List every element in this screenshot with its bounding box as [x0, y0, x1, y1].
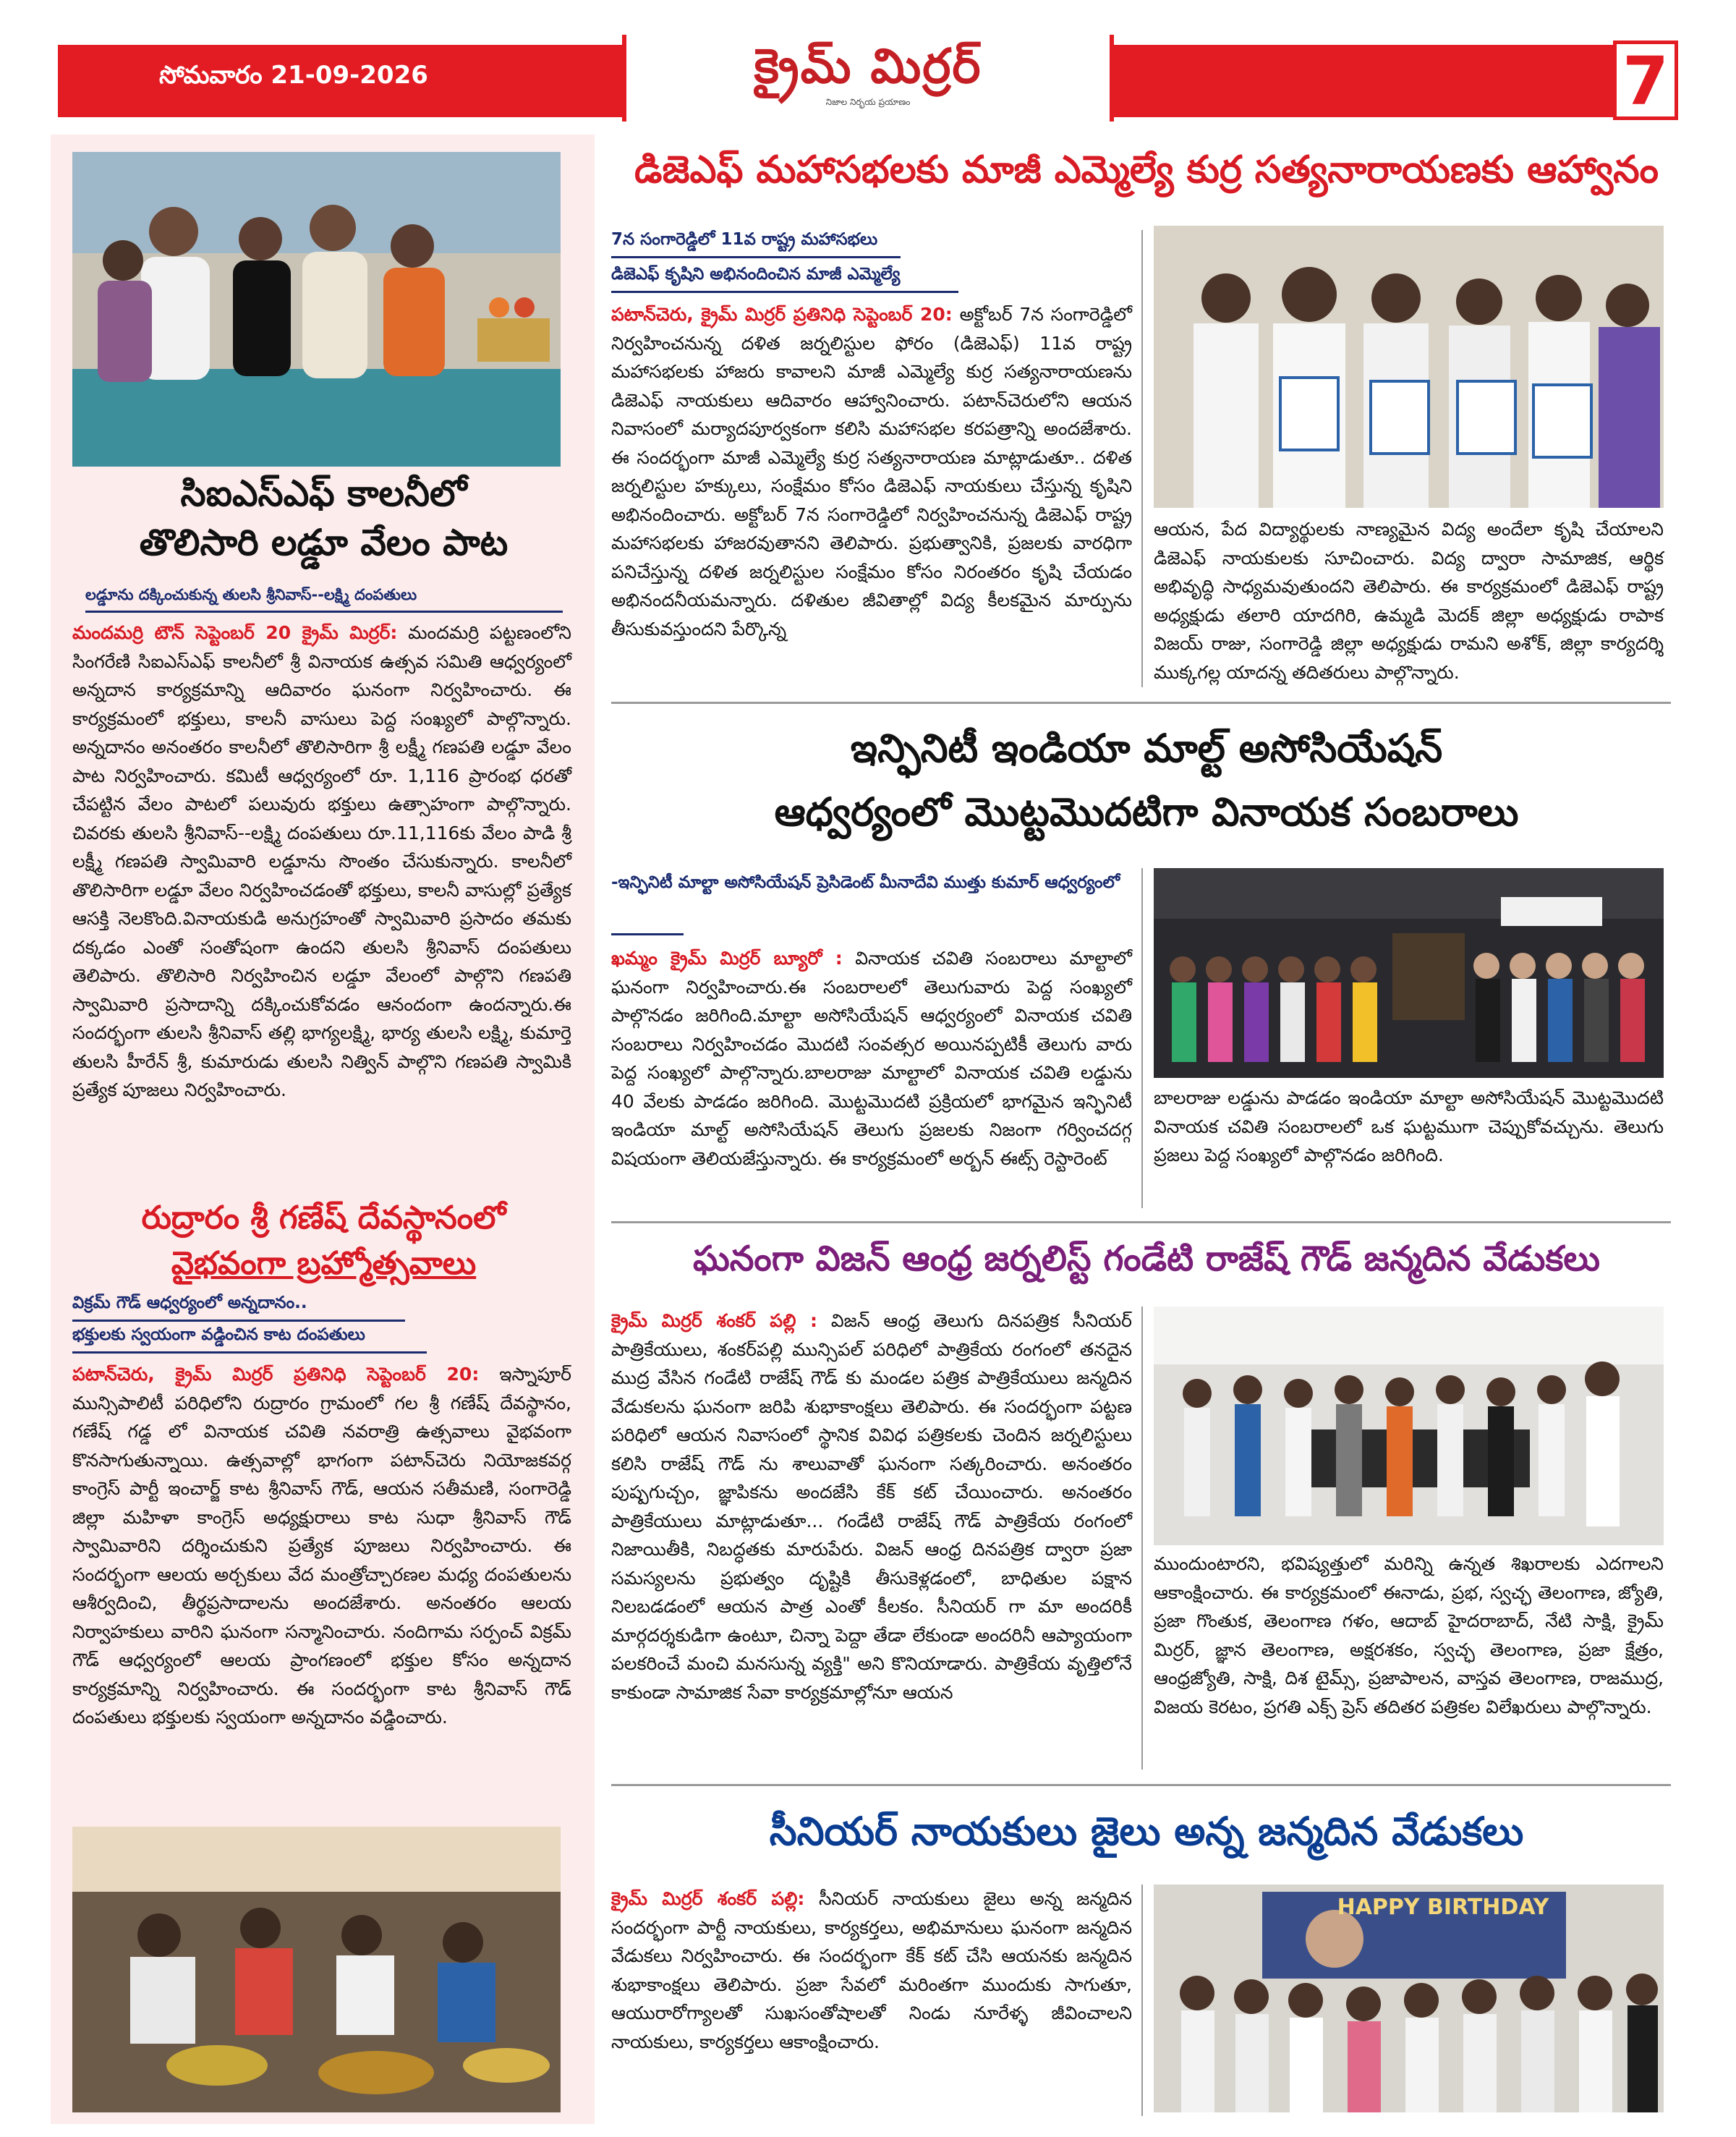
- s3-body-text: [611, 1307, 1132, 1707]
- a1-body: మందమర్రి పట్టణంలోని సింగరేణి సిఐఎస్ఎఫ్ కాలనీలో శ్రీ వినాయక ఉత్సవ సమితి ఆధ్వర్యంలో అన్నదాన కార్యక్రమాన్ని ఆదివారం ఘనంగా నిర్వహించారు. ఈ కార్యక్రమంలో భక్తులు, కాలనీ వాసులు పెద్ద సంఖ్యలో పాల్గొన్నారు. అన్నదానం అనంతరం కాలనీలో తొలిసారిగా శ్రీ లక్ష్మీ గణపతి లడ్డూ వేలం పాట నిర్వహించారు. కమిటీ ఆధ్వర్యంలో రూ. 1,116 ప్రారంభ ధరతో చేపట్టిన వేలం పాటలో పలువురు భక్తులు ఉత్సాహంగా పాల్గొన్నారు. చివరకు తులసి శ్రీనివాస్--లక్ష్మి దంపతులు రూ.11,116కు వేలం పాడి శ్రీ లక్ష్మీ గణపతి స్వామివారి లడ్డూను సొంతం చేసుకున్నారు. కాలనీలో తొలిసారిగా లడ్డూ వేలం నిర్వహించడంతో భక్తులు, కాలనీ వాసుల్లో ప్రత్యేక ఆసక్తి నెలకొంది.వినాయకుడి అనుగ్రహంతో స్వామివారి ప్రసాదం తమకు దక్కడం ఎంతో సంతోషంగా ఉందని తులసి శ్రీనివాస్ దంపతులు తెలిపారు. తొలిసారి నిర్వహించిన లడ్డూ వేలంలో పాల్గొని గణపతి స్వామివారి ప్రసాదాన్ని దక్కించుకోవడం ఆనందంగా ఉందన్నారు.ఈ సందర్భంగా తులసి శ్రీనివాస్ తల్లి భాగ్యలక్ష్మి, భార్య తులసి లక్ష్మి, కుమార్తె తులసి హీరేన్ శ్రీ, కుమారుడు తులసి నిత్విన్ పాల్గొని గణపతి స్వామికి ప్రత్యేక పూజలు నిర్వహించారు.: [72, 622, 571, 1100]
- a1-body-text: [72, 619, 571, 1105]
- s2-continuation: బాలరాజు లడ్డును పాడడం ఇండియా మాల్టా అసోసియేషన్ మొట్టమొదటి వినాయక చవితి సంబరాలలో ఒక ఘట్టముగా చెప్పుకోవచ్చును. తెలుగు ప్రజలు పెద్ద సంఖ్యలో పాల్గొనడం జరిగింది.: [1154, 1087, 1664, 1165]
- s1-body-text: [611, 300, 1132, 643]
- s1-subheadline-2: డిజెఎఫ్ కృషిని అభినందించిన మాజీ ఎమ్మెల్యే: [611, 265, 958, 293]
- s3-dateline: క్రైమ్ మిర్రర్ శంకర్ పల్లి :: [611, 1310, 818, 1331]
- s4-headline: సీనియర్ నాయకులు జైలు అన్న జన్మదిన వేడుకలు: [769, 1809, 1524, 1854]
- a2-subheadline-2: భక్తులకు స్వయంగా వడ్డించిన కాట దంపతులు: [72, 1325, 427, 1354]
- a1-headline-2: తొలిసారి లడ్డూ వేలం పాట: [139, 522, 509, 564]
- s3-body: విజన్ ఆంధ్ర తెలుగు దినపత్రిక సీనియర్ పాత్రికేయులు, శంకర్‌పల్లి మున్సిపల్ పరిధిలో పాత్రికేయ రంగంలో తనదైన ముద్ర వేసిన గండేటి రాజేష్ గౌడ్ కు మండల పత్రిక పాత్రికేయులు జన్మదిన వేడుకలను ఘనంగా జరిపి శుభాకాంక్షలు తెలిపారు. ఈ సందర్భంగా పట్టణ పరిధిలో ఆయన నివాసంలో స్థానిక వివిధ పత్రికలకు చెందిన జర్నలిస్టులు కలిసి రాజేష్ గౌడ్ ను శాలువాతో ఘనంగా సత్కరించారు. అనంతరం పుష్పగుచ్చం, జ్ఞాపికను అందజేసి కేక్ కట్ చేయించారు. అనంతరం పాత్రికేయులు మాట్లాడుతూ... గండేటి రాజేష్ గౌడ్ పాత్రికేయ రంగంలో నిజాయితీకి, నిబద్ధతకు మారుపేరు. విజన్ ఆంధ్ర దినపత్రిక ద్వారా ప్రజా సమస్యలను ప్రభుత్వం దృష్టికి తీసుకెళ్లడంలో, బాధితుల పక్షాన నిలబడడంలో ఆయన పాత్ర ఎంతో కీలకం. సీనియర్ గా మా అందరికీ మార్గదర్శకుడిగా ఉంటూ, చిన్నా పెద్దా తేడా లేకుండా అందరినీ ఆప్యాయంగా పలకరించే మంచి మనసున్న వ్యక్తి" అని కొనియాడారు. పాత్రికేయ వృత్తిలోనే కాకుండా సామాజిక సేవా కార్యక్రమాల్లోనూ ఆయన: [611, 1310, 1132, 1703]
- malta-photo-illustration: [1154, 868, 1664, 1078]
- logo-tagline: నిజాల నిర్భయ ప్రయాణం: [825, 97, 911, 107]
- s4-body-text: [611, 1885, 1132, 2056]
- s3-column-rule: [1141, 1307, 1143, 1769]
- s2-body-text: [611, 944, 1132, 1173]
- s1-column-rule: [1141, 230, 1143, 687]
- s1-continuation: ఆయన, పేద విద్యార్థులకు నాణ్యమైన విద్య అందేలా కృషి చేయాలని డిజెఎఫ్ నాయకులకు సూచించారు. విద్య ద్వారా సామాజిక, ఆర్థిక అభివృద్ధి సాధ్యమవుతుందని తెలిపారు. ఈ కార్యక్రమంలో డిజెఎఫ్ రాష్ట్ర అధ్యక్షుడు తలారి యాదగిరి, ఉమ్మడి మెదక్ జిల్లా అధ్యక్షుడు రాపాక విజయ్ రాజు, సంగారెడ్డి జిల్లా అధ్యక్షుడు రామని అశోక్, జిల్లా కార్యదర్శి ముక్కగల్ల యాదన్న తదితరులు పాల్గొన్నారు.: [1154, 519, 1664, 683]
- a2-subheadline-1: విక్రమ్ గౌడ్ ఆధ్వర్యంలో అన్నదానం..: [72, 1293, 405, 1322]
- issue-date: సోమవారం 21-09-2026: [159, 61, 428, 90]
- s2-body: వినాయక చవితి సంబరాలు మాల్టాలో ఘనంగా నిర్వహించారు.ఈ సంబరాలలో తెలుగువారు పెద్ద సంఖ్యలో పాల్గొనడం జరిగింది.మాల్టా అసోసియేషన్ ఆధ్వర్యంలో వినాయక చవితి సంబరాలు నిర్వహించడం మొదటి సంవత్సర అయినప్పటికీ తెలుగు వారు పెద్ద సంఖ్యలో పాల్గొన్నారు.బాలరాజు మాల్టాలో వినాయక చవితి లడ్డును 40 వేలకు పాడడం జరిగింది. మొట్టమొదటి ప్రక్రియలో భాగమైన ఇన్ఫినిటీ ఇండియా మాల్ట్ అసోసియేషన్ తెలుగు ప్రజలకు నిజంగా గర్వించదగ్గ విషయంగా తెలియజేస్తున్నారు. ఈ కార్యక్రమంలో అర్బన్ ఈట్స్ రెస్టారెంట్: [611, 948, 1132, 1169]
- djf-photo-illustration: [1154, 226, 1664, 508]
- s1-divider: [611, 702, 1671, 704]
- s1-headline: డిజెఎఫ్ మహాసభలకు మాజీ ఎమ్మెల్యే కుర్ర సత్యనారాయణకు ఆహ్వానం: [634, 148, 1659, 192]
- s4-body: సీనియర్ నాయకులు జైలు అన్న జన్మదిన సందర్భంగా పార్టీ నాయకులు, కార్యకర్తలు, అభిమానులు ఘనంగా జన్మదిన వేడుకలు నిర్వహించారు. ఈ సందర్భంగా కేక్ కట్ చేసి ఆయనకు జన్మదిన శుభాకాంక్షలు తెలిపారు. ప్రజా సేవలో మరింతగా ముందుకు సాగుతూ, ఆయురారోగ్యాలతో సుఖసంతోషాలతో నిండు నూరేళ్ళ జీవించాలని నాయకులు, కార్యకర్తలు ఆకాంక్షించారు.: [611, 1888, 1133, 2052]
- journalist-photo-illustration: [1154, 1307, 1664, 1545]
- s3-continuation: ముందుంటారని, భవిష్యత్తులో మరిన్ని ఉన్నత శిఖరాలకు ఎదగాలని ఆకాంక్షించారు. ఈ కార్యక్రమంలో ఈనాడు, ప్రభ, స్వచ్ఛ తెలంగాణ, జ్యోతి, ప్రజా గొంతుక, తెలంగాణ గళం, ఆదాబ్ హైదరాబాద్, నేటి సాక్షి, క్రైమ్ మిర్రర్, జ్ఞాన తెలంగాణ, అక్షరశకం, స్వచ్ఛ తెలంగాణ, ప్రజా క్షేత్రం, ఆంధ్రజ్యోతి, సాక్షి, దిశ టైమ్స్, ప్రజాపాలన, వాస్తవ తెలంగాణ, రాజముద్ర, విజయ కెరటం, ప్రగతి ఎక్స్ ప్రెస్ తదితర పత్రికల విలేఖరులు పాల్గొన్నారు.: [1154, 1553, 1664, 1717]
- s3-headline: ఘనంగా విజన్ ఆంధ్ర జర్నలిస్ట్ గండేటి రాజేష్ గౌడ్ జన్మదిన వేడుకలు: [692, 1239, 1601, 1279]
- newspaper-logo: [622, 35, 1114, 122]
- family-photo-illustration: [72, 152, 561, 467]
- s2-column-rule: [1141, 868, 1143, 1208]
- s1-subheadline-1: 7న సంగారెడ్డిలో 11వ రాష్ట్ర మహాసభలు: [611, 230, 901, 258]
- a1-subheadline: లడ్డూను దక్కించుకున్న తులసి శ్రీనివాస్--లక్ష్మి దంపతులు: [85, 586, 563, 613]
- page-number: 7: [1622, 43, 1669, 120]
- s4-column-rule: [1141, 1885, 1143, 2116]
- a1-headline-1: సిఐఎస్ఎఫ్ కాలనీలో: [180, 472, 467, 514]
- s2-divider: [611, 1221, 1671, 1223]
- s3-divider: [611, 1784, 1671, 1786]
- malta-celebration-photo: [1154, 868, 1664, 1078]
- jailu-birthday-photo: [1154, 1885, 1664, 2112]
- annadanam-photo-illustration: [72, 1827, 561, 2112]
- logo-title: క్రైమ్ మిర్రర్: [754, 38, 982, 94]
- s2-headline-2: ఆధ్వర్యంలో మొట్టమొదటిగా వినాయక సంబరాలు: [774, 789, 1519, 835]
- a2-headline-2: వైభవంగా బ్రహ్మోత్సవాలు: [171, 1245, 477, 1282]
- s4-dateline: క్రైమ్ మిర్రర్ శంకర్ పల్లి:: [611, 1888, 805, 1909]
- birthday-journalist-photo: [1154, 1307, 1664, 1545]
- s2-sub-underline: [611, 933, 684, 935]
- a2-body: ఇస్నాపూర్ మున్సిపాలిటీ పరిధిలోని రుద్రారం గ్రామంలో గల శ్రీ గణేష్ దేవస్థానం, గణేష్ గడ్డ లో వినాయక చవితి నవరాత్రి ఉత్సవాలు వైభవంగా కొనసాగుతున్నాయి. ఉత్సవాల్లో భాగంగా పటాన్‌చెరు నియోజకవర్గ కాంగ్రెస్ పార్టీ ఇంచార్జ్ కాట శ్రీనివాస్ గౌడ్, ఆయన సతీమణి, సంగారెడ్డి జిల్లా మహిళా కాంగ్రెస్ అధ్యక్షురాలు కాట సుధా శ్రీనివాస్ గౌడ్ స్వామివారిని దర్శించుకుని ప్రత్యేక పూజలు నిర్వహించారు. ఈ సందర్భంగా ఆలయ అర్చకులు వేద మంత్రోచ్చారణల మధ్య దంపతులను ఆశీర్వదించి, తీర్థప్రసాదాలను అందజేశారు. అనంతరం ఆలయ నిర్వాహకులు వారిని ఘనంగా సన్మానించారు. నందిగామ సర్పంచ్ విక్రమ్ గౌడ్ ఆధ్వర్యంలో ఆలయ ప్రాంగణంలో భక్తుల కోసం అన్నదాన కార్యక్రమాన్ని నిర్వహించారు. ఈ సందర్భంగా కాట శ్రీనివాస్ గౌడ్ దంపతులు భక్తులకు స్వయంగా అన్నదానం వడ్డించారు.: [72, 1364, 571, 1728]
- happy-birthday-banner: HAPPY BIRTHDAY: [1337, 1895, 1549, 1920]
- s2-subheadline: -ఇన్ఫినిటీ మాల్టా అసోసియేషన్ ప్రెసిడెంట్ మీనాదేవి ముత్తు కుమార్ ఆధ్వర్యంలో: [611, 873, 1120, 892]
- djf-invitation-photo: [1154, 226, 1664, 508]
- family-ladoo-photo: [72, 152, 561, 467]
- s2-headline-1: ఇన్ఫినిటీ ఇండియా మాల్ట్ అసోసియేషన్: [850, 726, 1443, 771]
- a2-dateline: పటాన్‌చెరు, క్రైమ్ మిర్రర్ ప్రతినిధి సెప్టెంబర్ 20:: [72, 1364, 480, 1385]
- s1-body: అక్టోబర్ 7న సంగారెడ్డిలో నిర్వహించనున్న దళిత జర్నలిస్టుల ఫోరం (డిజెఎఫ్) 11వ రాష్ట్ర మహాసభలకు హాజరు కావాలని మాజీ ఎమ్మెల్యే కుర్ర సత్యనారాయణను డిజెఎఫ్ నాయకులు ఆదివారం ఆహ్వానించారు. పటాన్‌చెరులోని ఆయన నివాసంలో మర్యాదపూర్వకంగా కలిసి మహాసభల కరపత్రాన్ని అందజేశారు. ఈ సందర్భంగా మాజీ ఎమ్మెల్యే కుర్ర సత్యనారాయణ మాట్లాడుతూ.. దళిత జర్నలిస్టుల హక్కులు, సంక్షేమం కోసం డిజెఎఫ్ నాయకులు చేస్తున్న కృషిని అభినందించారు. అక్టోబర్ 7న సంగారెడ్డిలో నిర్వహించనున్న డిజెఎఫ్ రాష్ట్ర మహాసభలకు హాజరవుతానని తెలిపారు. ప్రభుత్వానికి, ప్రజలకు వారధిగా పనిచేస్తున్న దళిత జర్నలిస్టుల సంక్షేమం కోసం నిరంతరం కృషి చేయడం అభినందనీయమన్నారు. దళితుల జీవితాల్లో విద్య కీలకమైన మార్పును తీసుకువస్తుందని పేర్కొన్న: [611, 304, 1132, 640]
- annadanam-photo: [72, 1827, 561, 2112]
- s1-dateline: పటాన్‌చెరు, క్రైమ్ మిర్రర్ ప్రతినిధి సెప్టెంబర్ 20:: [611, 304, 953, 325]
- s2-dateline: ఖమ్మం క్రైమ్ మిర్రర్ బ్యూరో :: [611, 948, 843, 969]
- a2-body-text: [72, 1360, 571, 1732]
- a2-headline-1: రుద్రారం శ్రీ గణేష్ దేవస్థానంలో: [141, 1199, 506, 1236]
- page-number-box: [1613, 41, 1678, 120]
- a1-dateline: మందమర్రి టౌన్ సెప్టెంబర్ 20 క్రైమ్ మిర్రర్:: [72, 622, 398, 643]
